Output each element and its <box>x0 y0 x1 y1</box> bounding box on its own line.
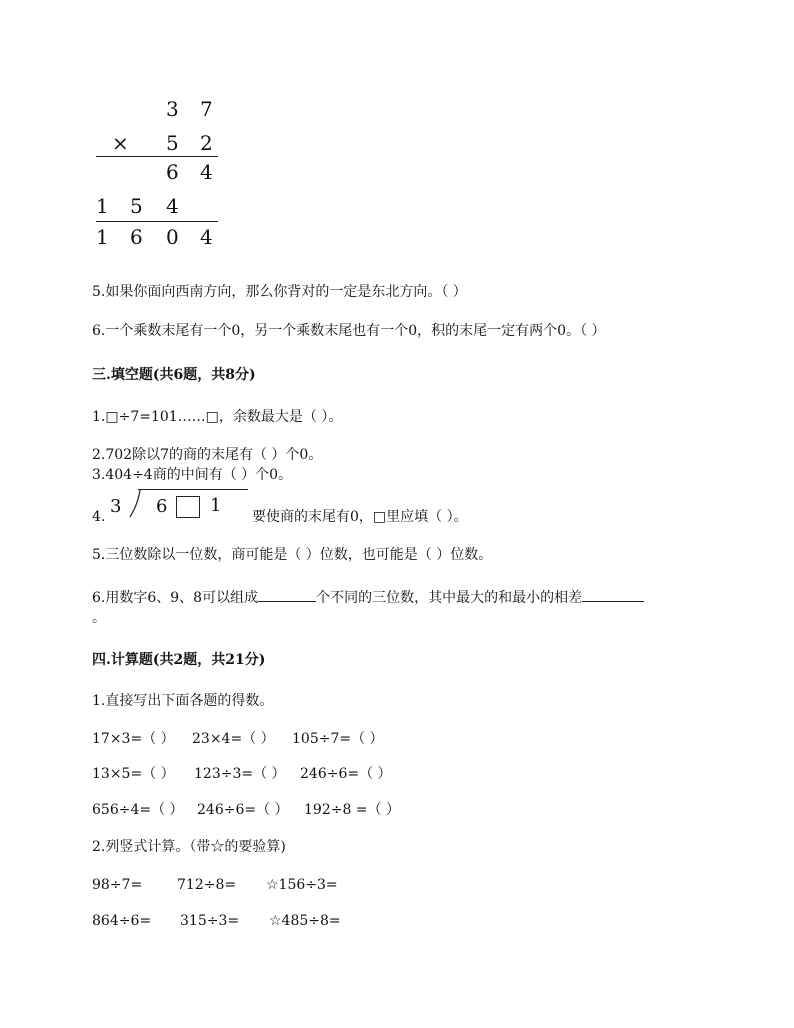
divisor-digit: 3 <box>110 496 122 517</box>
calc-item: 98÷7= <box>92 877 143 893</box>
mult-digit: 0 <box>166 225 179 249</box>
calc-item: 864÷6= <box>92 913 152 929</box>
dividend-blank-box <box>176 496 200 518</box>
fill-question-6-part1: 6.用数字6、9、8可以组成 <box>92 590 259 606</box>
section-title-calculation: 四.计算题(共2题，共21分) <box>92 652 266 668</box>
fill-question-4-text: 要使商的末尾有0，□里应填（ ）。 <box>252 509 468 525</box>
calc-item: 656÷4=（ ） <box>92 802 184 818</box>
calc-item: 712÷8= <box>177 877 237 893</box>
mult-digit: 3 <box>166 97 179 121</box>
fill-question-2: 2.702除以7的商的末尾有（ ）个0。 <box>92 447 323 463</box>
mult-digit: 4 <box>166 194 179 218</box>
mult-digit: 2 <box>200 131 213 155</box>
fill-question-6 <box>92 587 644 607</box>
fill-question-6-end: 。 <box>92 610 106 626</box>
calc-item: 246÷6=（ ） <box>197 802 289 818</box>
calc-item: ☆156÷3= <box>266 877 338 893</box>
calc-item: 23×4=（ ） <box>192 731 275 747</box>
mult-rule <box>96 156 218 157</box>
dividend-digit: 6 <box>156 496 168 517</box>
judgement-question-5: 5.如果你面向西南方向，那么你背对的一定是东北方向。（ ） <box>92 284 467 300</box>
judgement-question-6: 6.一个乘数末尾有一个0，另一个乘数末尾也有一个0，积的末尾一定有两个0。（ ） <box>92 323 606 339</box>
fill-question-1: 1.□÷7=101……□，余数最大是（ ）。 <box>92 409 343 425</box>
mult-digit: 5 <box>166 131 179 155</box>
mult-digit: 4 <box>200 160 213 184</box>
division-bracket <box>128 488 142 518</box>
mult-digit: 6 <box>166 160 179 184</box>
fill-question-3: 3.404÷4商的中间有（ ）个0。 <box>92 467 293 483</box>
answer-blank[interactable] <box>258 587 316 602</box>
mult-digit: 4 <box>200 225 213 249</box>
calc-question-2: 2.列竖式计算。（带☆的要验算) <box>92 839 286 855</box>
calc-question-1: 1.直接写出下面各题的得数。 <box>92 693 274 709</box>
division-bar <box>138 489 248 490</box>
mult-digit: 1 <box>96 194 109 218</box>
calc-item: 105÷7=（ ） <box>292 731 384 747</box>
fill-question-6-part2: 个不同的三位数，其中最大的和最小的相差 <box>316 590 583 606</box>
mult-digit: 5 <box>130 194 143 218</box>
answer-blank[interactable] <box>582 587 644 602</box>
calc-item: 13×5=（ ） <box>92 766 175 782</box>
mult-digit: 7 <box>200 97 213 121</box>
calc-item: 123÷3=（ ） <box>194 766 286 782</box>
calc-item: 17×3=（ ） <box>92 731 175 747</box>
calc-item: 246÷6=（ ） <box>300 766 392 782</box>
calc-item: 315÷3= <box>180 913 240 929</box>
mult-rule <box>96 221 218 222</box>
fill-question-4-number: 4. <box>92 509 106 525</box>
mult-digit: 6 <box>130 225 143 249</box>
fill-question-5: 5.三位数除以一位数，商可能是（ ）位数，也可能是（ ）位数。 <box>92 547 493 563</box>
calc-item: ☆485÷8= <box>269 913 341 929</box>
section-title-fill-blank: 三.填空题(共6题，共8分) <box>92 367 256 383</box>
mult-digit: 1 <box>96 225 109 249</box>
multiply-sign: × <box>112 131 129 155</box>
calc-item: 192÷8 =（ ） <box>304 802 400 818</box>
dividend-digit: 1 <box>210 495 222 516</box>
